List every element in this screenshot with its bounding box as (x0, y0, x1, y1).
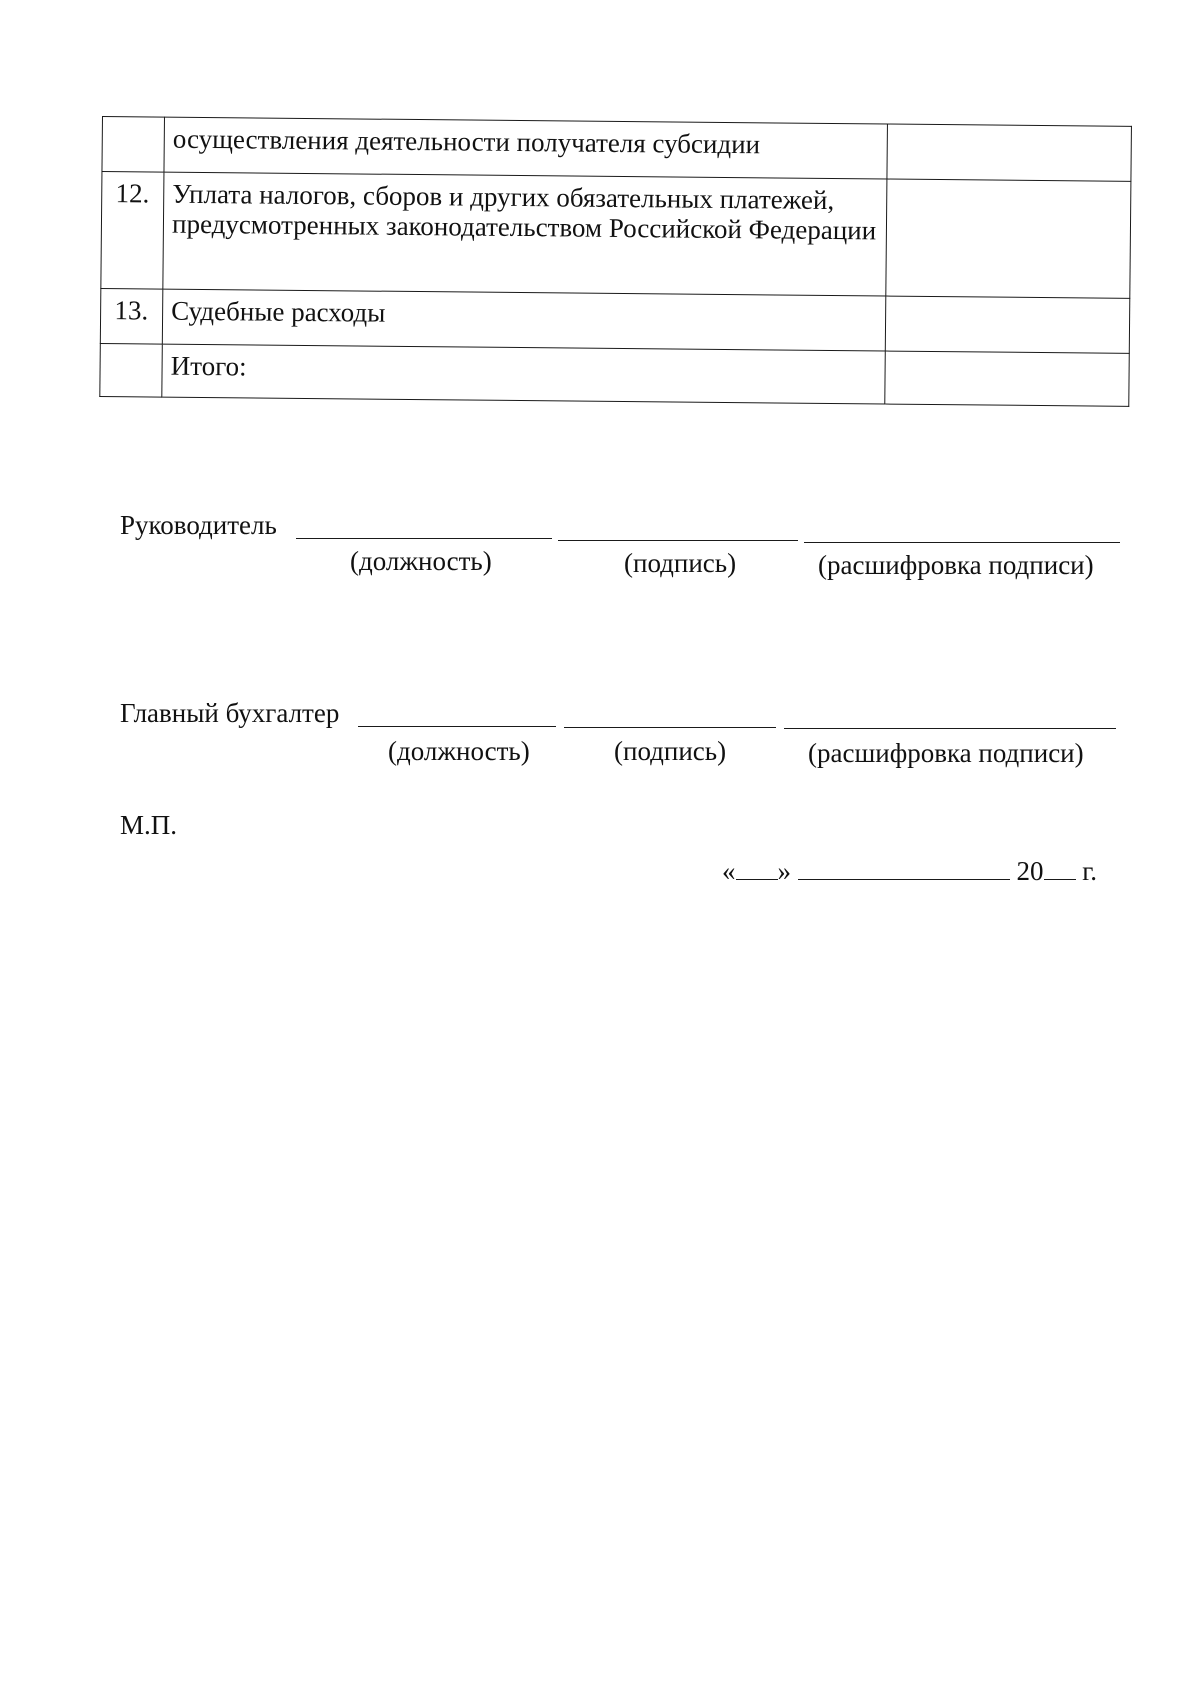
accountant-position-caption: (должность) (388, 736, 530, 766)
expense-name: Судебные расходы (162, 289, 885, 351)
date-close-quote: » (777, 856, 791, 886)
head-signature-caption: (подпись) (624, 548, 737, 578)
accountant-signature-line (564, 727, 776, 728)
table-row-total (100, 343, 1129, 406)
row-number (102, 117, 165, 173)
expense-name: осуществления деятельности получателя субсидии (164, 117, 887, 179)
date-line (722, 856, 1097, 887)
month-blank (798, 857, 1010, 880)
head-label: Руководитель (120, 510, 277, 540)
head-position-caption: (должность) (350, 546, 492, 576)
total-sum (884, 351, 1129, 406)
row-number: 13. (100, 288, 163, 344)
row-number: 12. (101, 172, 164, 290)
accountant-decoding-line (784, 728, 1116, 729)
head-signature-block (120, 510, 1120, 590)
head-decoding-line (804, 542, 1120, 543)
date-open-quote: « (722, 856, 736, 886)
head-decoding-caption: (расшифровка подписи) (818, 550, 1094, 580)
table-row (101, 172, 1131, 299)
head-signature-line (558, 540, 798, 541)
accountant-signature-caption: (подпись) (614, 736, 727, 766)
row-number (100, 343, 163, 397)
stamp-placeholder: М.П. (120, 810, 178, 840)
accountant-label: Главный бухгалтер (120, 698, 340, 728)
accountant-position-line (358, 726, 556, 727)
expense-sum (885, 179, 1130, 298)
accountant-signature-block (120, 698, 1120, 778)
head-position-line (296, 538, 552, 539)
day-blank (736, 857, 778, 880)
table-row (102, 117, 1131, 182)
expense-table (99, 116, 1132, 407)
total-label: Итого: (162, 344, 885, 404)
table-row (100, 288, 1129, 353)
year-suffix: г. (1082, 856, 1098, 886)
expense-name: Уплата налогов, сборов и других обязательных платежей, предусмотренных законодательством Российской Федерации (163, 172, 887, 296)
expense-sum (885, 296, 1130, 353)
year-prefix: 20 (1016, 856, 1044, 886)
accountant-decoding-caption: (расшифровка подписи) (808, 738, 1084, 768)
year-blank (1044, 857, 1076, 880)
expense-sum (887, 124, 1132, 181)
